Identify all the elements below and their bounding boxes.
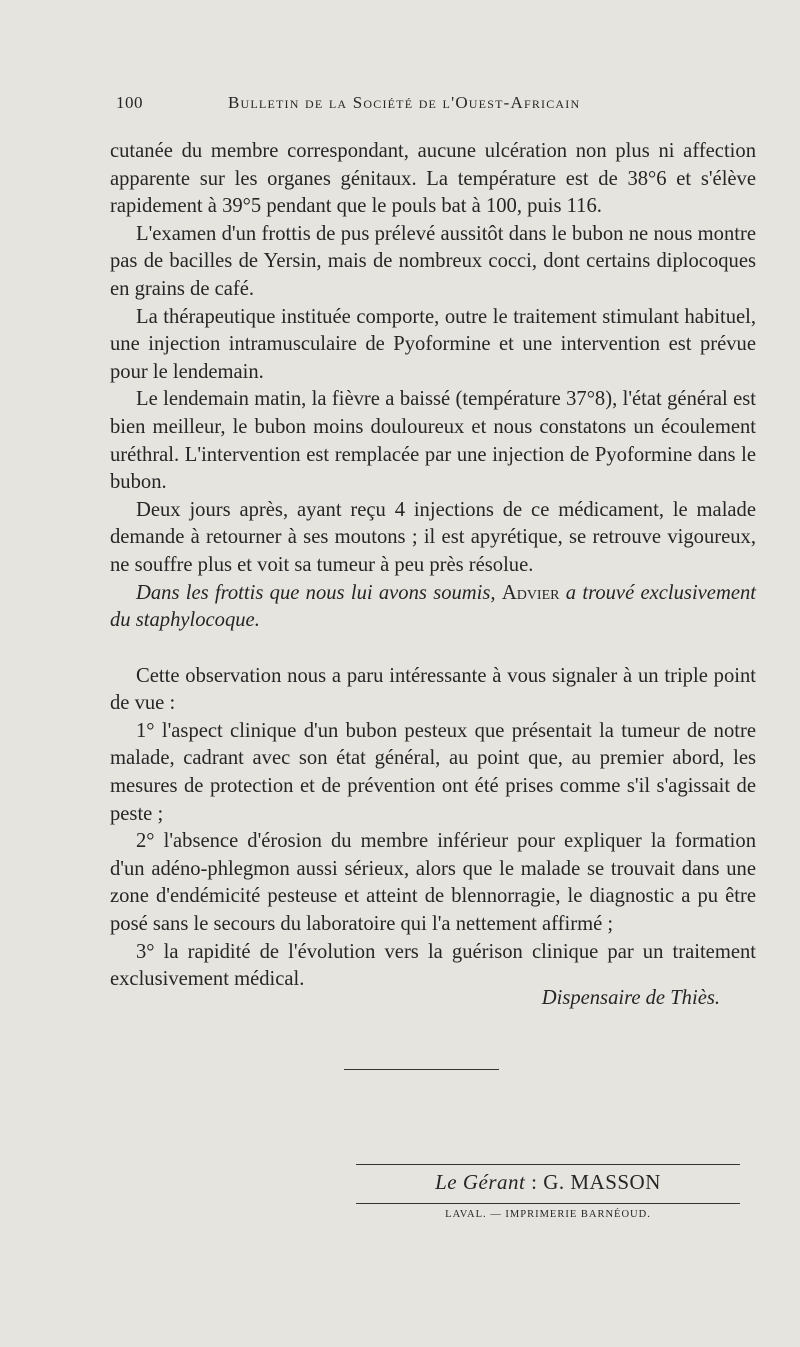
paragraph-exam: L'examen d'un frottis de pus prélevé aussitôt dans le bubon ne nous montre pas de bacilles de Yersin, mais de nombreux cocci, dont certains diplocoques en grains de café. [110, 222, 756, 300]
italic-note [110, 580, 756, 635]
running-title: Bulletin de la Société de l'Ouest-Africain [228, 93, 581, 112]
gerant-line [356, 1170, 740, 1195]
italic-note-before: Dans les frottis que nous lui avons soumis, [136, 581, 496, 604]
printer-imprint: LAVAL. — IMPRIMERIE BARNÉOUD. [445, 1209, 651, 1220]
author-name: Advier [501, 581, 560, 604]
conclusion-point-2: 2° l'absence d'érosion du membre inférieur pour expliquer la formation d'un adéno-phlegmon aussi sérieux, alors que le malade se trouvait dans une zone d'endémicité pesteuse et atteint de blennorragie, le diagnostic a pu être posé sans le secours du laboratoire qui l'a nettement affirmé ; [110, 830, 756, 936]
paragraph-therapy: La thérapeutique instituée comporte, outre le traitement stimulant habituel, une injection intramusculaire de Pyoformine et une intervention est prévue pour le lendemain. [110, 305, 756, 383]
paragraph-two-days: Deux jours après, ayant reçu 4 injections de ce médicament, le malade demande à retourner à ses moutons ; il est apyrétique, se retrouve vigoureux, ne souffre plus et voit sa tumeur à peu près résolue. [110, 498, 756, 576]
gerant-label: Le Gérant [435, 1170, 526, 1194]
paragraph-next-day: Le lendemain matin, la fièvre a baissé (température 37°8), l'état général est bien meilleur, le bubon moins douloureux et nous constatons un écoulement uréthral. L'intervention est remplacée par une injection de Pyoformine dans le bubon. [110, 388, 756, 494]
conclusion-intro: Cette observation nous a paru intéressante à vous signaler à un triple point de vue : [110, 664, 756, 715]
conclusion-point-1: 1° l'aspect clinique d'un bubon pesteux que présentait la tumeur de notre malade, cadrant avec son état général, au point que, au premier abord, les mesures de protection et de prévention ont été prises comme s'il s'agissait de peste ; [110, 719, 756, 825]
section-end-rule [344, 1069, 499, 1070]
signature: Dispensaire de Thiès. [541, 987, 720, 1009]
footer-rule-bottom [356, 1203, 740, 1204]
running-header [116, 93, 736, 117]
footer-rule-top [356, 1164, 740, 1165]
body-text [110, 138, 756, 994]
page-number: 100 [116, 93, 143, 112]
italic-note-after: a trouvé exclusivement du staphylocoque. [110, 581, 756, 632]
gerant-name: G. MASSON [543, 1170, 661, 1194]
paragraph-continuation: cutanée du membre correspondant, aucune ulcération non plus ni affection apparente sur les organes génitaux. La température est de 38°6 et s'élève rapidement à 39°5 pendant que le pouls bat à 100, puis 116. [110, 140, 756, 218]
conclusion-point-3: 3° la rapidité de l'évolution vers la guérison clinique par un traitement exclusivement médical. [110, 940, 756, 991]
gerant-separator: : [531, 1170, 538, 1194]
